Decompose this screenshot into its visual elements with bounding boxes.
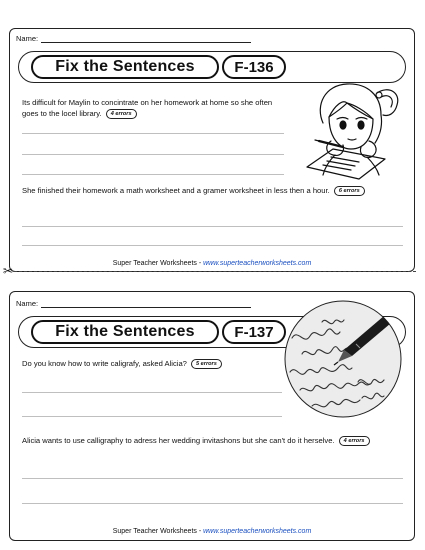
name-input-line[interactable] — [41, 34, 251, 43]
sentence-2-text: She finished their homework a math worksheet and a gramer worksheet in less then a hour. — [22, 186, 330, 195]
sentence-2 — [22, 185, 402, 196]
sentence-1 — [22, 358, 292, 369]
worksheet-title: Fix the Sentences — [31, 55, 219, 79]
footer-brand: Super Teacher Worksheets - — [112, 528, 204, 535]
writing-line[interactable] — [22, 174, 284, 175]
writing-line[interactable] — [22, 133, 284, 134]
name-row — [16, 34, 251, 43]
footer — [10, 260, 414, 267]
sentence-2 — [22, 435, 402, 446]
footer — [10, 528, 414, 535]
sentence-1-text: Its difficult for Maylin to concintrate on her homework at home so she often goes to the locel library. — [22, 98, 273, 118]
sentence-1 — [22, 97, 287, 119]
girl-homework-illustration — [285, 75, 410, 185]
writing-line[interactable] — [22, 416, 282, 417]
sentence-1-text: Do you know how to write caligrafy, asked Alicia? — [22, 359, 187, 368]
sentence-2-text: Alicia wants to use calligraphy to adress her wedding invitashons but she can't do it herselve. — [22, 436, 335, 445]
worksheet-card-f137 — [9, 291, 415, 541]
writing-line[interactable] — [22, 245, 403, 246]
cut-line — [14, 271, 416, 272]
name-label: Name: — [16, 299, 39, 308]
writing-line[interactable] — [22, 154, 284, 155]
errors-badge: 6 errors — [334, 186, 365, 196]
footer-brand: Super Teacher Worksheets - — [112, 260, 204, 267]
worksheet-code: F-137 — [222, 320, 286, 344]
errors-badge: 4 errors — [106, 109, 137, 119]
name-row — [16, 299, 251, 308]
worksheet-code: F-136 — [222, 55, 286, 79]
calligraphy-pen-illustration — [282, 298, 404, 420]
footer-url[interactable]: www.superteacherworksheets.com — [203, 260, 312, 267]
scissors-icon: ✂ — [3, 264, 14, 278]
errors-badge: 5 errors — [191, 359, 222, 369]
writing-line[interactable] — [22, 392, 282, 393]
name-label: Name: — [16, 34, 39, 43]
errors-badge: 4 errors — [339, 436, 370, 446]
writing-line[interactable] — [22, 226, 403, 227]
name-input-line[interactable] — [41, 299, 251, 308]
worksheet-title: Fix the Sentences — [31, 320, 219, 344]
writing-line[interactable] — [22, 478, 403, 479]
worksheet-card-f136 — [9, 28, 415, 272]
footer-url[interactable]: www.superteacherworksheets.com — [203, 528, 312, 535]
writing-line[interactable] — [22, 503, 403, 504]
